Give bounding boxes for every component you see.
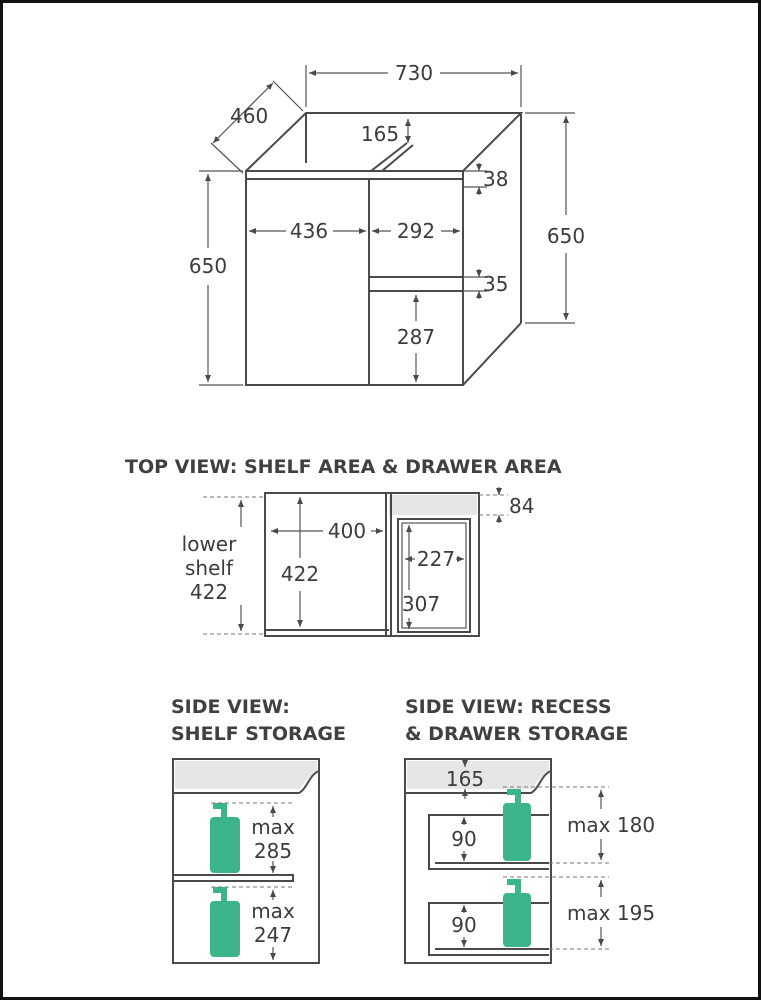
- side-shelf-outline: [173, 759, 319, 963]
- lower-max-label: max: [251, 899, 295, 923]
- back-depth-dim: 84: [509, 494, 535, 518]
- drawer-upper-max: max 180: [566, 813, 656, 837]
- lower-drawer-dim: 90: [451, 913, 477, 937]
- recess-side-dim: 165: [445, 767, 485, 791]
- middle-shelf: [173, 875, 293, 881]
- lower-shelf-value: 422: [189, 580, 229, 604]
- top-view: [125, 456, 562, 636]
- depth-dim: 460: [230, 104, 269, 128]
- upper-max-label: max: [251, 815, 295, 839]
- side-drawer-heading-1: SIDE VIEW: RECESS: [405, 696, 612, 718]
- cabinet-diagram: [3, 3, 758, 997]
- top-view-heading: TOP VIEW: SHELF AREA & DRAWER AREA: [125, 456, 562, 478]
- lower-shelf-label-1: lower: [181, 532, 237, 556]
- bottle-icon-upper: [210, 803, 240, 873]
- height-right-dim: 650: [546, 224, 586, 248]
- drawer-lower-max: max 195: [566, 901, 656, 925]
- lower-max-value: 247: [253, 923, 293, 947]
- height-left-dim: 650: [188, 254, 228, 278]
- bottle-icon-drawer-lower: [503, 879, 531, 947]
- drawer-width-dim: 292: [396, 219, 436, 243]
- upper-max-value: 285: [253, 839, 293, 863]
- bottle-icon-lower: [210, 887, 240, 957]
- door-width-dim: 436: [289, 219, 329, 243]
- drawer-depth-top-dim: 307: [401, 592, 441, 616]
- side-view-shelf: [171, 696, 346, 963]
- shelf-width-dim: 400: [327, 519, 367, 543]
- side-shelf-heading-2: SHELF STORAGE: [171, 723, 346, 745]
- side-drawer-heading-2: & DRAWER STORAGE: [405, 723, 629, 745]
- drawer-gap-dim: 35: [483, 272, 509, 296]
- bottle-icon-drawer-upper: [503, 789, 531, 861]
- top-rail-dim: 38: [483, 167, 509, 191]
- recess-dim: 165: [360, 122, 400, 146]
- width-dim: 730: [394, 61, 434, 85]
- cabinet-3d-view: [189, 61, 585, 385]
- side-view-drawer: [405, 696, 655, 963]
- upper-drawer-dim: 90: [451, 827, 477, 851]
- side-shelf-heading-1: SIDE VIEW:: [171, 696, 290, 718]
- lower-shelf-label-2: shelf: [185, 556, 233, 580]
- drawer-width-top-dim: 227: [416, 547, 456, 571]
- shelf-depth-dim: 422: [280, 562, 320, 586]
- drawer-height-dim: 287: [396, 325, 436, 349]
